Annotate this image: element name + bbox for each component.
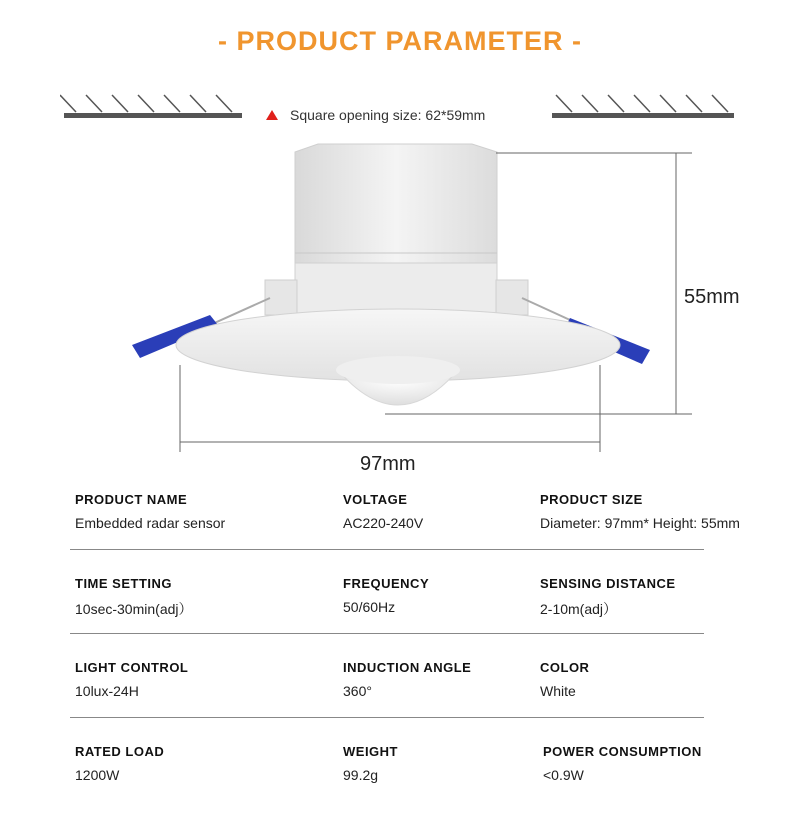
ceiling-hatch-right-icon [552,90,737,122]
spec-cell [75,744,164,783]
spec-value: 50/60Hz [343,599,396,615]
spec-label: INDUCTION ANGLE [343,660,472,675]
spec-cell [343,660,471,699]
spec-cell [540,576,676,619]
page-title: - PRODUCT PARAMETER - [218,26,582,56]
spec-row [70,648,710,732]
spec-value: 10lux-24H [75,683,139,699]
spec-value: 2-10m(adj） [540,601,618,617]
spec-label: SENSING DISTANCE [540,576,676,591]
spec-label: FREQUENCY [343,576,430,591]
spec-cell [343,744,398,783]
spec-label: PRODUCT NAME [75,492,188,507]
spec-cell [540,660,589,699]
spec-label: COLOR [540,660,590,675]
spec-cell [343,576,429,615]
spec-row [70,732,710,816]
spec-value: 99.2g [343,767,379,783]
spec-cell [75,492,225,531]
height-dimension-label: 55mm [684,286,740,308]
opening-size-note [266,107,485,123]
spec-cell [75,576,193,619]
row-divider [70,633,704,634]
spec-label: RATED LOAD [75,744,165,759]
spec-row [70,564,710,648]
diameter-dimension-label: 97mm [360,453,416,475]
spec-value: White [540,683,576,699]
spec-cell [543,744,702,783]
spec-value: 10sec-30min(adj） [75,601,193,617]
ceiling-hatch-left-icon [60,90,245,122]
row-divider [70,549,704,550]
spec-label: POWER CONSUMPTION [543,744,702,759]
spec-label: VOLTAGE [343,492,408,507]
spec-value: Diameter: 97mm* Height: 55mm [540,515,740,531]
spec-row [70,480,740,564]
spec-value: 1200W [75,767,120,783]
row-divider [70,717,704,718]
triangle-marker-icon [266,110,278,120]
spec-value: <0.9W [543,767,584,783]
spec-cell [540,492,740,531]
spec-cell [343,492,423,531]
opening-size-text: Square opening size: 62*59mm [290,107,486,123]
spec-value: 360° [343,683,372,699]
spec-label: PRODUCT SIZE [540,492,643,507]
spec-label: LIGHT CONTROL [75,660,189,675]
spec-cell [75,660,188,699]
spec-value: AC220-240V [343,515,424,531]
product-drawing [120,140,700,460]
spec-label: WEIGHT [343,744,398,759]
spec-label: TIME SETTING [75,576,172,591]
spec-table [70,480,740,816]
spec-value: Embedded radar sensor [75,515,226,531]
